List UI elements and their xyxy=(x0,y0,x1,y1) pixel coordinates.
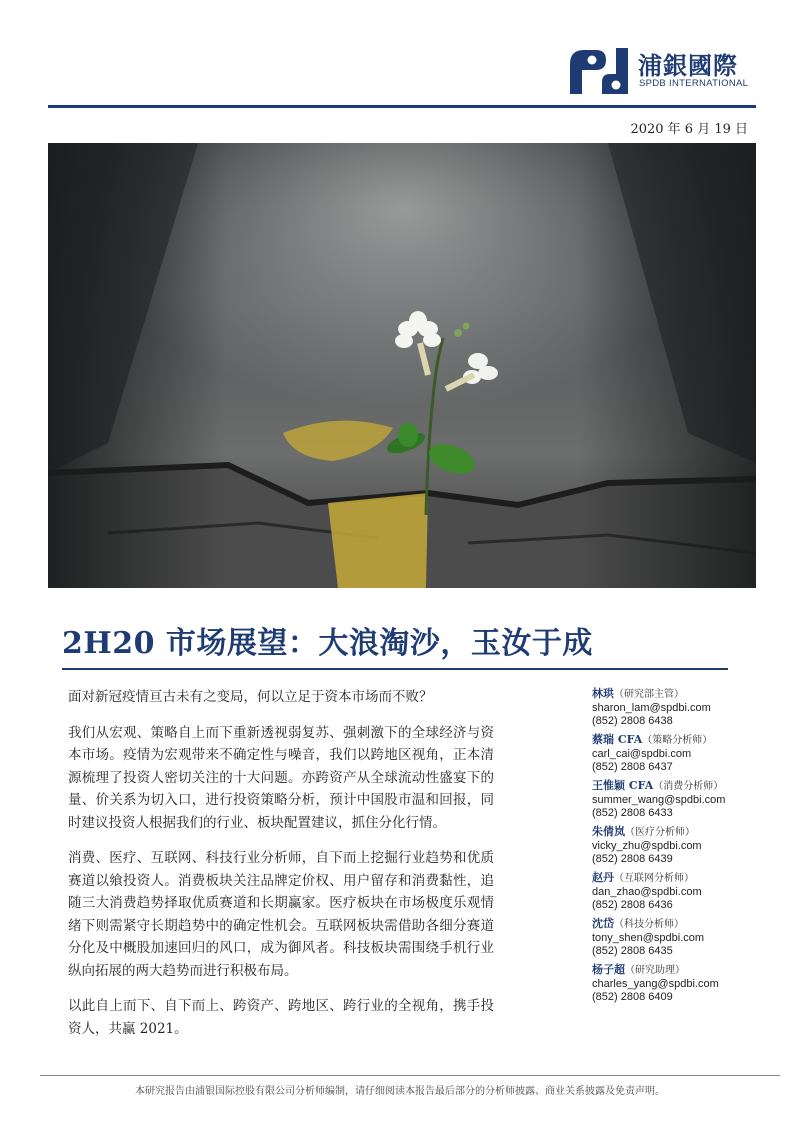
analyst-email[interactable]: vicky_zhu@spdbi.com xyxy=(592,840,702,852)
logo-chinese-name: 浦銀國際 xyxy=(638,52,738,80)
analyst-name: 林珙 xyxy=(592,687,614,700)
analyst-role: （医疗分析师） xyxy=(625,827,695,838)
analyst-card xyxy=(592,870,772,911)
analyst-phone: (852) 2808 6433 xyxy=(592,806,673,819)
analyst-role: （科技分析师） xyxy=(614,919,684,930)
analyst-phone: (852) 2808 6439 xyxy=(592,852,673,865)
summary-paragraph: 面对新冠疫情亘古未有之变局，何以立足于资本市场而不败？ xyxy=(68,689,433,705)
analyst-name: 朱倩岚 xyxy=(592,825,625,838)
analyst-email[interactable]: tony_shen@spdbi.com xyxy=(592,932,705,944)
analyst-card xyxy=(592,686,772,727)
header-divider xyxy=(48,105,756,108)
analyst-card xyxy=(592,732,772,773)
analyst-role: （策略分析师） xyxy=(642,735,713,746)
logo-english-name: SPDB INTERNATIONAL xyxy=(639,78,749,89)
analyst-phone: (852) 2808 6409 xyxy=(592,990,673,1003)
analyst-card xyxy=(592,824,772,865)
summary-paragraph: 以此自上而下、自下而上、跨资产、跨地区、跨行业的全视角，携手投资人，共赢 2021。 xyxy=(68,998,494,1037)
analyst-email[interactable]: carl_cai@spdbi.com xyxy=(592,748,692,760)
flower-through-crack-photo xyxy=(48,143,756,588)
analyst-name: 赵丹 xyxy=(592,871,614,884)
analyst-role: （消费分析师） xyxy=(653,781,724,792)
analyst-card xyxy=(592,916,772,957)
analyst-name: 蔡瑞 CFA xyxy=(592,733,643,746)
analyst-email[interactable]: dan_zhao@spdbi.com xyxy=(592,886,702,898)
analyst-name: 王惟颖 CFA xyxy=(592,779,654,792)
analyst-name: 杨子超 xyxy=(592,963,625,976)
footer-disclaimer: 本研究报告由浦银国际控股有限公司分析师编制，请仔细阅读本报告最后部分的分析师披露、商业关系披露及免责声明。 xyxy=(135,1086,665,1097)
footer-divider xyxy=(40,1075,780,1076)
spdb-logo-icon xyxy=(566,44,630,96)
report-title: 2H20 市场展望：大浪淘沙，玉汝于成 xyxy=(62,626,593,661)
analyst-email[interactable]: sharon_lam@spdbi.com xyxy=(592,702,711,714)
analyst-list xyxy=(592,686,772,1008)
analyst-phone: (852) 2808 6438 xyxy=(592,714,673,727)
analyst-card xyxy=(592,778,772,819)
analyst-role: （研究部主管） xyxy=(614,689,684,700)
analyst-role: （研究助理） xyxy=(625,965,685,976)
analyst-email[interactable]: charles_yang@spdbi.com xyxy=(592,978,719,990)
company-logo xyxy=(566,44,756,96)
analyst-phone: (852) 2808 6436 xyxy=(592,898,673,911)
summary-paragraph: 消费、医疗、互联网、科技行业分析师，自下而上挖掘行业趋势和优质赛道以飨投资人。消费板块关注品牌定价权、用户留存和消费黏性，追随三大消费趋势择取优质赛道和长期赢家。医疗板块在市场极度乐观情绪下则需紧守长期趋势中的确定性机会。互联网板块需借助各细分赛道分化及中概股加速回归的风口，成为御风者。科技板块需围绕手机行业纵向拓展的两大趋势而进行积极布局。 xyxy=(68,850,494,979)
analyst-name: 沈岱 xyxy=(592,917,614,930)
summary-text xyxy=(68,686,494,1053)
analyst-phone: (852) 2808 6435 xyxy=(592,944,673,957)
title-divider xyxy=(62,668,728,670)
analyst-email[interactable]: summer_wang@spdbi.com xyxy=(592,794,726,806)
cover-photo xyxy=(48,143,756,588)
analyst-card xyxy=(592,962,772,1003)
analyst-phone: (852) 2808 6437 xyxy=(592,760,673,773)
summary-paragraph: 我们从宏观、策略自上而下重新透视弱复苏、强刺激下的全球经济与资本市场。疫情为宏观带来不确定性与噪音，我们以跨地区视角，正本清源梳理了投资人密切关注的十大问题。亦跨资产从全球流动性盛宴下的量、价关系为切入口，进行投资策略分析，预计中国股市温和回报，同时建议投资人根据我们的行业、板块配置建议，抓住分化行情。 xyxy=(68,724,494,831)
report-date: 2020 年 6 月 19 日 xyxy=(630,122,748,137)
analyst-role: （互联网分析师） xyxy=(614,873,694,884)
